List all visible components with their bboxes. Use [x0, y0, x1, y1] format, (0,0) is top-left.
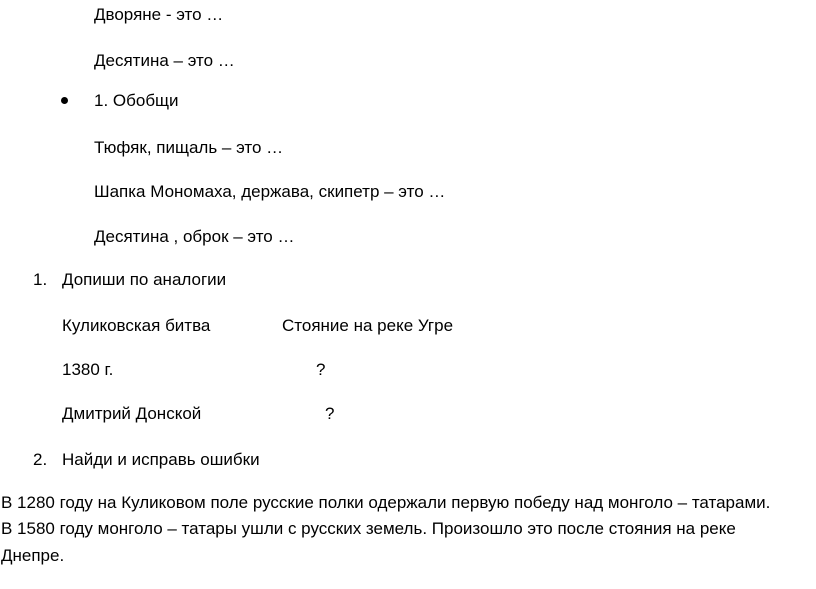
definition-nobles: Дворяне - это … [94, 5, 224, 24]
analogy-right-person: ? [325, 404, 335, 423]
generalize-heading: 1. Обобщи [94, 91, 179, 110]
errors-number: 2. [33, 450, 48, 469]
errors-text-line-2: В 1580 году монголо – татары ушли с русских земель. Произошло это после стояния на реке [1, 519, 736, 538]
analogy-heading: Допиши по аналогии [62, 270, 227, 289]
analogy-right-year: ? [316, 360, 326, 379]
analogy-left-person: Дмитрий Донской [62, 404, 202, 423]
bullet-icon [61, 97, 68, 104]
analogy-number: 1. [33, 270, 48, 289]
generalize-item-taxes: Десятина , оброк – это … [94, 227, 295, 246]
errors-text-line-1: В 1280 году на Куликовом поле русские полки одержали первую победу над монголо – татарами. [1, 493, 771, 512]
generalize-item-weapons: Тюфяк, пищаль – это … [94, 138, 284, 157]
errors-text-line-3: Днепре. [1, 546, 65, 565]
errors-heading: Найди и исправь ошибки [62, 450, 260, 469]
definition-tithe: Десятина – это … [94, 51, 235, 70]
generalize-item-regalia: Шапка Мономаха, держава, скипетр – это … [94, 182, 446, 201]
analogy-right-battle: Стояние на реке Угре [282, 316, 454, 335]
analogy-left-battle: Куликовская битва [62, 316, 211, 335]
analogy-left-year: 1380 г. [62, 360, 114, 379]
